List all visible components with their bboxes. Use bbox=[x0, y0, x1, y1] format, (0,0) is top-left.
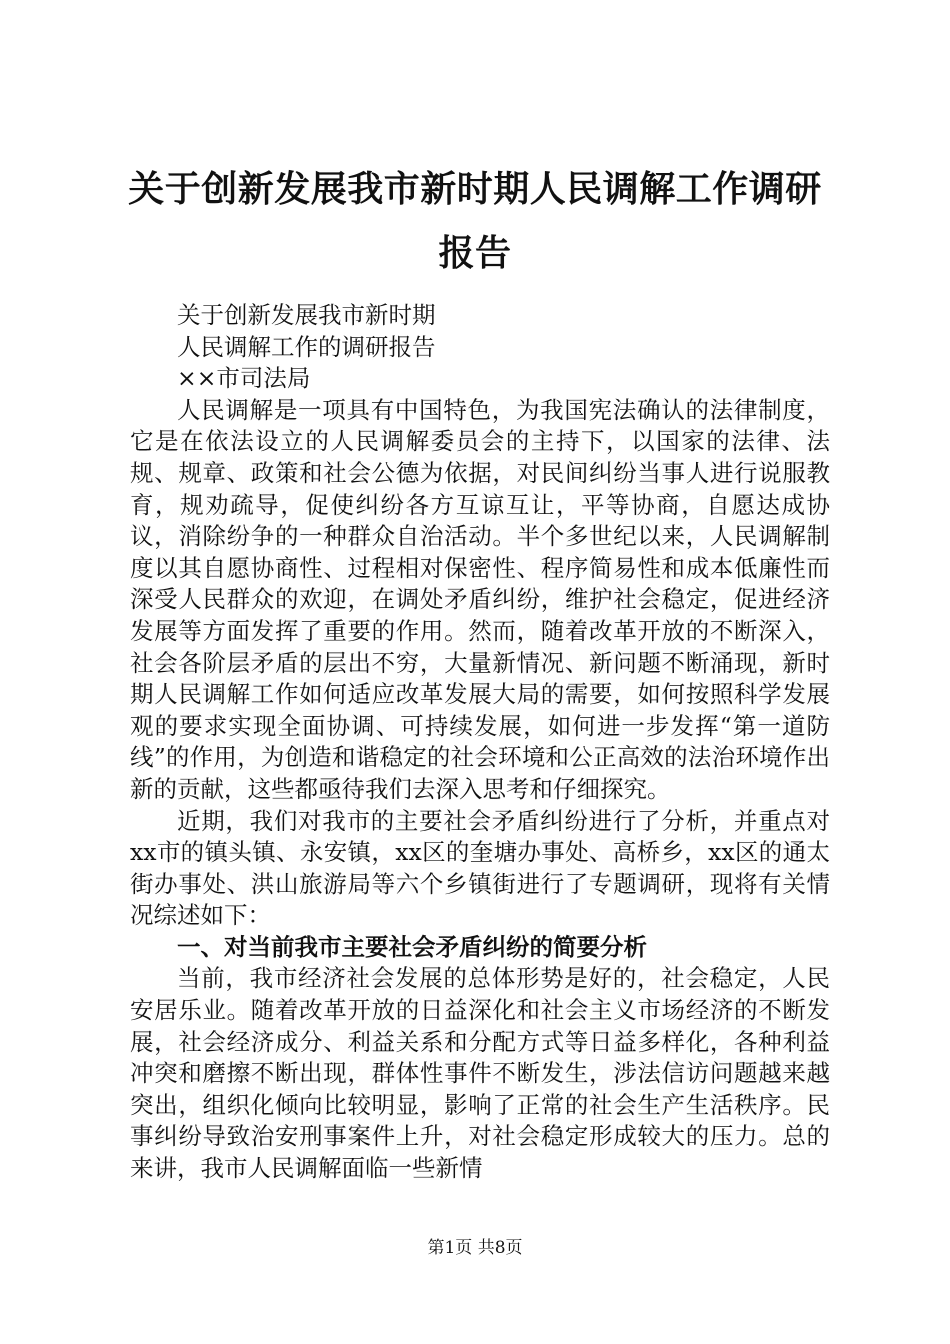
document-body bbox=[130, 300, 830, 1185]
document-title: 关于创新发展我市新时期人民调解工作调研报告 bbox=[128, 169, 822, 274]
author-line: ××市司法局 bbox=[177, 364, 311, 393]
page-footer: 第1页 共8页 bbox=[427, 1238, 523, 1258]
subtitle-line-2: 人民调解工作的调研报告 bbox=[177, 332, 436, 361]
body-paragraph: 人民调解是一项具有中国特色，为我国宪法确认的法律制度，它是在依法设立的人民调解委员会的主持下，以国家的法律、法规、规章、政策和社会公德为依据，对民间纠纷当事人进行说服教育，规劝疏导，促使纠纷各方互谅互让，平等协商，自愿达成协议，消除纷争的一种群众自治活动。半个多世纪以来，人民调解制度以其自愿协商性、过程相对保密性、程序简易性和成本低廉性而深受人民群众的欢迎，在调处矛盾纠纷，维护社会稳定，促进经济发展等方面发挥了重要的作用。然而，随着改革开放的不断深入，社会各阶层矛盾的层出不穷，大量新情况、新问题不断涌现，新时期人民调解工作如何适应改革发展大局的需要，如何按照科学发展观的要求实现全面协调、可持续发展，如何进一步发挥“第一道防线”的作用，为创造和谐稳定的社会环境和公正高效的法治环境作出新的贡献，这些都亟待我们去深入思考和仔细探究。 bbox=[130, 395, 830, 803]
body-paragraph: 近期，我们对我市的主要社会矛盾纠纷进行了分析，并重点对xx市的镇头镇、永安镇，xx区的奎塘办事处、高桥乡，xx区的通太街办事处、洪山旅游局等六个乡镇街进行了专题调研，现将有关情况综述如下： bbox=[130, 806, 830, 930]
body-paragraph: 当前，我市经济社会发展的总体形势是好的，社会稳定，人民安居乐业。随着改革开放的日益深化和社会主义市场经济的不断发展，社会经济成分、利益关系和分配方式等日益多样化，各种利益冲突和磨擦不断出现，群体性事件不断发生，涉法信访问题越来越突出，组织化倾向比较明显，影响了正常的社会生产生活秩序。民事纠纷导致治安刑事案件上升，对社会稳定形成较大的压力。总的来讲，我市人民调解面临一些新情 bbox=[130, 964, 830, 1183]
subtitle-line-1: 关于创新发展我市新时期 bbox=[177, 301, 436, 329]
section-heading: 一、对当前我市主要社会矛盾纠纷的简要分析 bbox=[177, 932, 647, 961]
